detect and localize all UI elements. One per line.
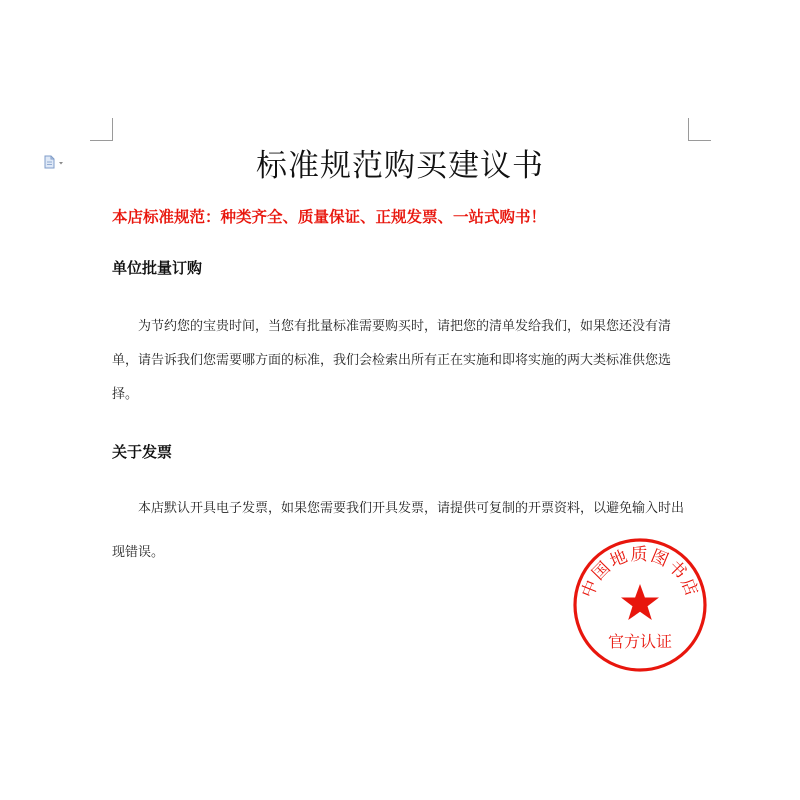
section-heading-invoice: 关于发票 <box>112 443 173 461</box>
seal-center-text: 官方认证 <box>607 632 673 651</box>
margin-corner-mark-top-right <box>688 118 711 141</box>
section-body-bulk-order: 为节约您的宝贵时间，当您有批量标准需要购买时，请把您的清单发给我们，如果您还没有清单，请告诉我们您需要哪方面的标准，我们会检索出所有正在实施和即将实施的两大类标准供您选择。 <box>112 319 672 402</box>
store-slogan: 本店标准规范：种类齐全、质量保证、正规发票、一站式购书！ <box>112 208 547 226</box>
document-title: 标准规范购买建议书 <box>256 148 544 184</box>
section-heading-bulk-order: 单位批量订购 <box>112 259 203 277</box>
section-body-invoice: 本店默认开具电子发票，如果您需要我们开具发票，请提供可复制的开票资料，以避免输入时出现错误。 <box>112 501 685 560</box>
margin-corner-mark-top-left <box>90 118 113 141</box>
seal-ring-text: 中国地质图书店 <box>577 544 703 601</box>
official-seal-stamp <box>572 537 708 673</box>
seal-star-icon <box>621 584 659 620</box>
